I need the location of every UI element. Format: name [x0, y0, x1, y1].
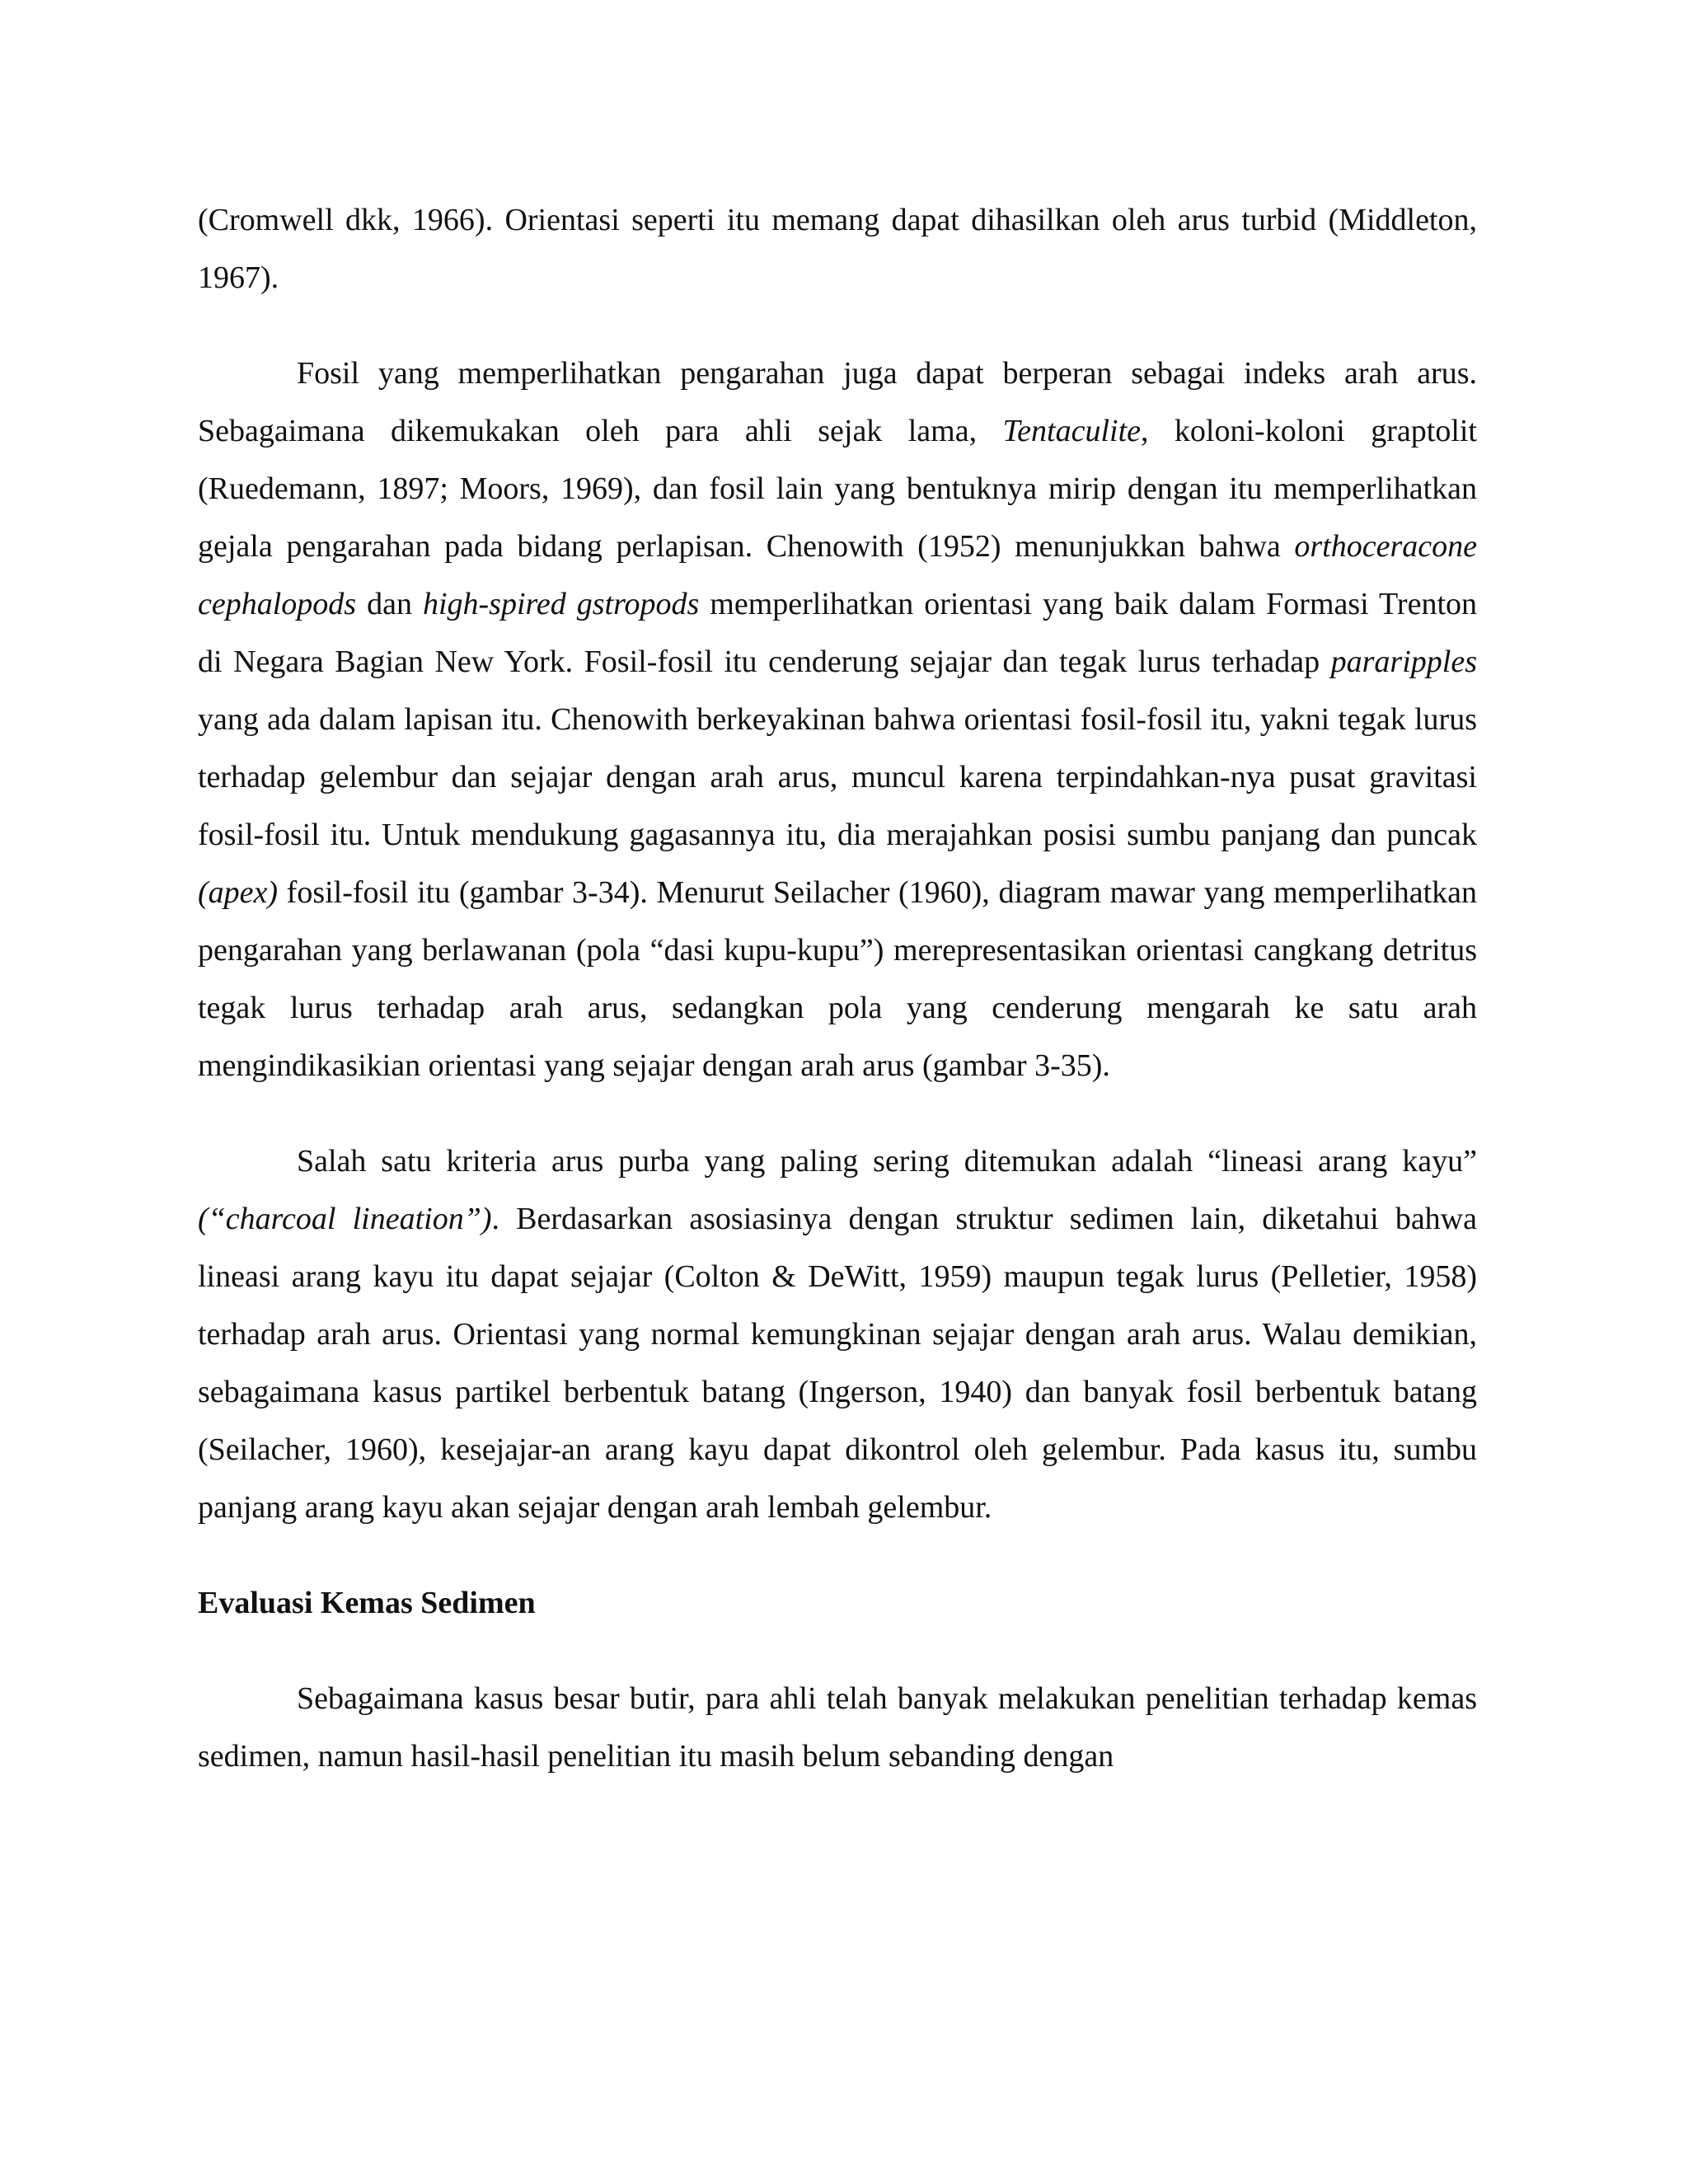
body-paragraphs — [198, 191, 1477, 1536]
paragraph — [198, 191, 1477, 307]
final-paragraph-container — [198, 1670, 1477, 1785]
italic-term: (apex) — [198, 875, 279, 910]
text-segment: Sebagaimana kasus besar butir, para ahli telah banyak melakukan penelitian terhadap kemas sedimen, namun hasil-hasil penelitian itu masih belum sebanding dengan — [198, 1681, 1477, 1774]
italic-term: pararipples — [1330, 644, 1477, 679]
paragraph — [198, 1670, 1477, 1785]
paragraph — [198, 344, 1477, 1094]
text-segment: memperlihatkan orientasi yang baik dalam Formasi Trenton di Negara Bagian New York. Fosil-fosil itu cenderung sejajar dan tegak lurus terhadap — [198, 587, 1477, 679]
italic-term: (“charcoal lineation”) — [198, 1202, 492, 1236]
italic-term: orthoceracone cephalopods — [198, 529, 1477, 621]
document-page — [198, 191, 1477, 1785]
section-heading: Evaluasi Kemas Sedimen — [198, 1586, 536, 1620]
italic-term: high-spired gstropods — [422, 587, 700, 621]
text-segment: yang ada dalam lapisan itu. Chenowith berkeyakinan bahwa orientasi fosil-fosil itu, yakni tegak lurus terhadap gelembur dan sejajar dengan arah arus, muncul karena terpindahkan-nya pusat gravitasi fosil-fosil itu. Untuk mendukung gagasannya itu, dia merajahkan posisi sumbu panjang dan puncak — [198, 702, 1477, 852]
text-segment: . Berdasarkan asosiasinya dengan struktur sedimen lain, diketahui bahwa lineasi arang kayu itu dapat sejajar (Colton & DeWitt, 1959) maupun tegak lurus (Pelletier, 1958) terhadap arah arus. Orientasi yang normal kemungkinan sejajar dengan arah arus. Walau demikian, sebagaimana kasus partikel berbentuk batang (Ingerson, 1940) dan banyak fosil berbentuk batang (Seilacher, 1960), kesejajar-an arang kayu dapat dikontrol oleh gelembur. Pada kasus itu, sumbu panjang arang kayu akan sejajar dengan arah lembah gelembur. — [198, 1202, 1477, 1525]
text-segment: Salah satu kriteria arus purba yang paling sering ditemukan adalah “lineasi arang kayu” — [297, 1144, 1477, 1179]
text-segment: Fosil yang memperlihatkan pengarahan juga dapat berperan sebagai indeks arah arus. Sebagaimana dikemukakan oleh para ahli sejak lama, — [198, 356, 1477, 448]
paragraph — [198, 1132, 1477, 1536]
italic-term: Tentaculite — [1002, 414, 1141, 448]
text-segment: (Cromwell dkk, 1966). Orientasi seperti itu memang dapat dihasilkan oleh arus turbid (Middleton, 1967). — [198, 203, 1477, 295]
text-segment: , koloni-koloni graptolit (Ruedemann, 1897; Moors, 1969), dan fosil lain yang bentuknya mirip dengan itu memperlihatkan gejala pengarahan pada bidang perlapisan. Chenowith (1952) menunjukkan bahwa — [198, 414, 1477, 564]
text-segment: dan — [356, 587, 423, 621]
text-segment: fosil-fosil itu (gambar 3-34). Menurut Seilacher (1960), diagram mawar yang memperlihatkan pengarahan yang berlawanan (pola “dasi kupu-kupu”) merepresentasikan orientasi cangkang detritus tegak lurus terhadap arah arus, sedangkan pola yang cenderung mengarah ke satu arah mengindikasikian orientasi yang sejajar dengan arah arus (gambar 3-35). — [198, 875, 1477, 1083]
